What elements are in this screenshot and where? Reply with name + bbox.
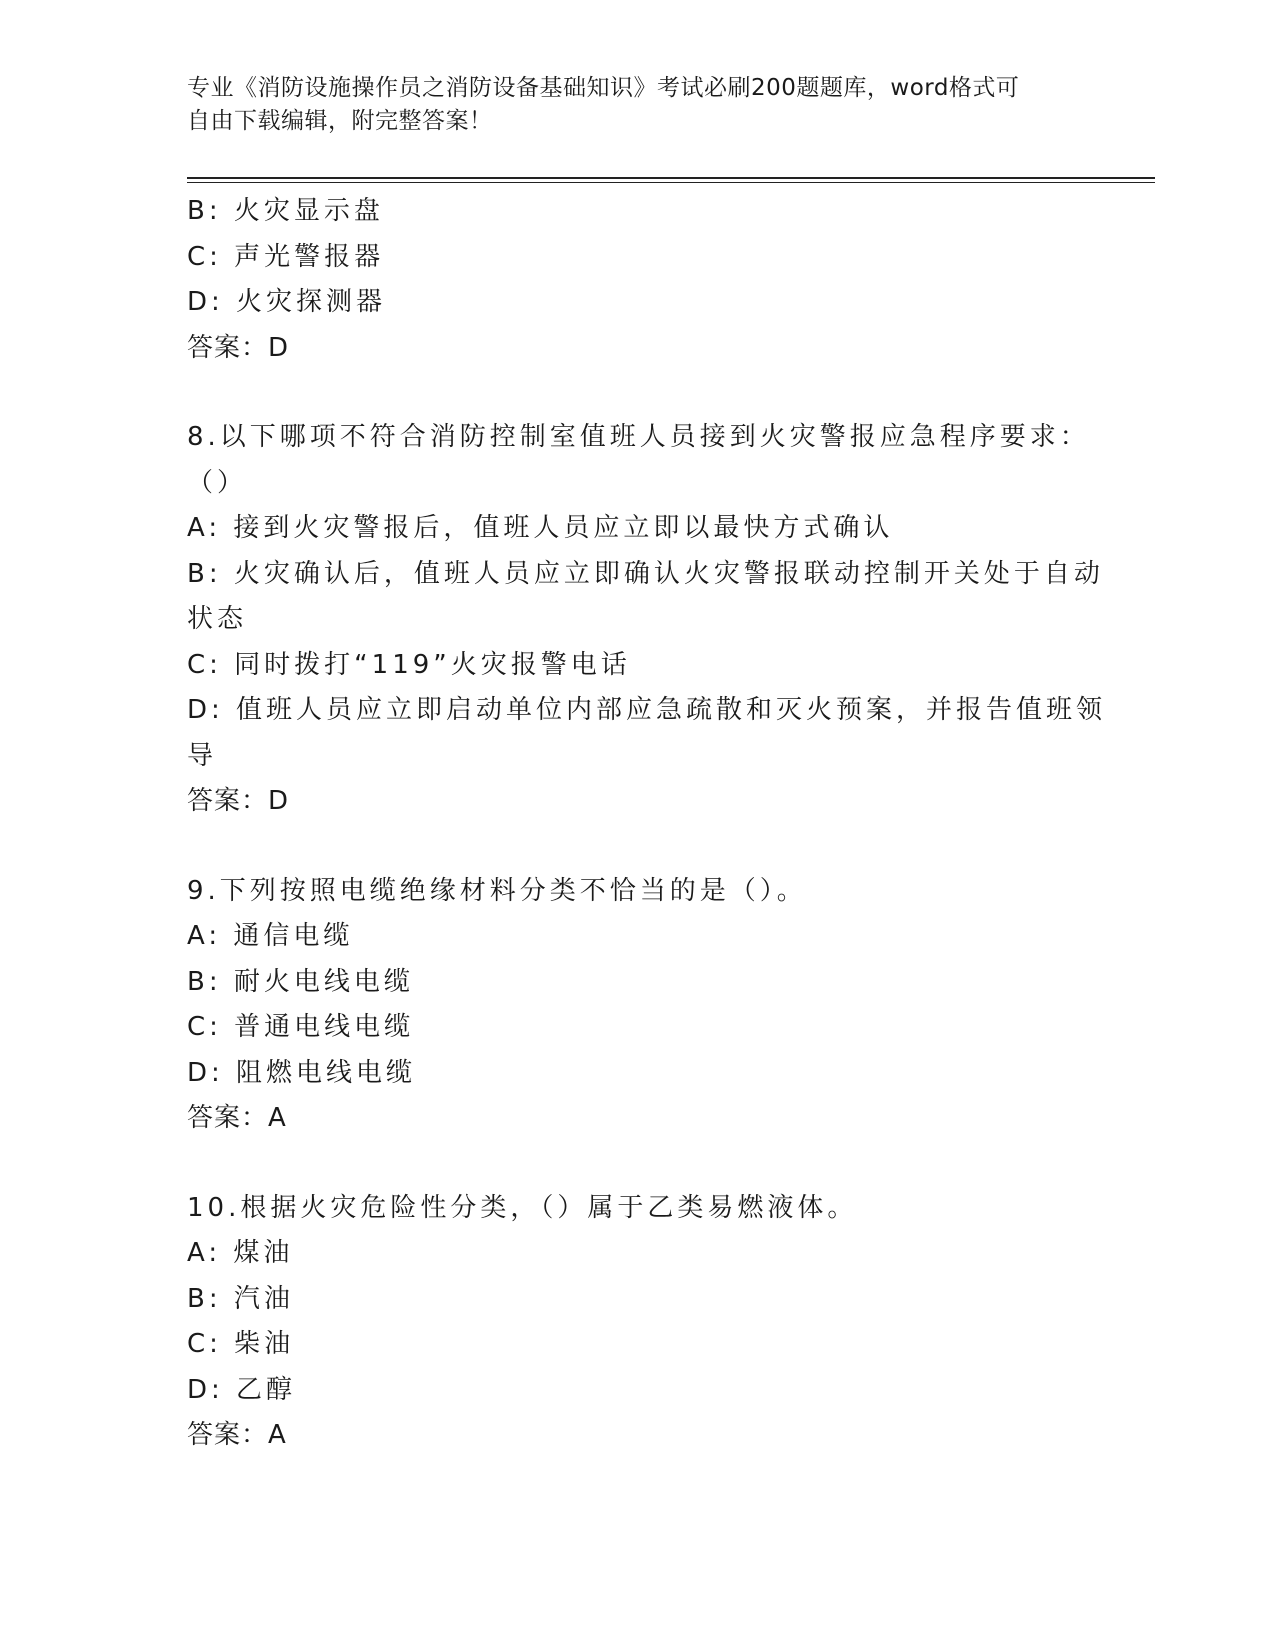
header-title-line-1: 专业《消防设施操作员之消防设备基础知识》考试必刷200题题库，word格式可 xyxy=(187,75,1020,101)
answer-line: 答案：D xyxy=(187,332,290,363)
spacer xyxy=(187,371,1087,415)
prev-question-block xyxy=(187,189,1087,371)
option-b-continued: 状态 xyxy=(187,604,248,634)
option-d: D: 值班人员应立即启动单位内部应急疏散和灭火预案，并报告值班领 xyxy=(187,695,1107,725)
option-d: D: 乙醇 xyxy=(187,1374,297,1405)
option-d: D: 火灾探测器 xyxy=(187,287,387,317)
option-b: B: 火灾显示盘 xyxy=(187,196,384,226)
option-a: A: 接到火灾警报后，值班人员应立即以最快方式确认 xyxy=(187,513,894,543)
option-c: C: 同时拨打“119”火灾报警电话 xyxy=(187,649,631,680)
answer-line: 答案：D xyxy=(187,786,290,816)
option-c: C: 普通电线电缆 xyxy=(187,1012,415,1042)
document-header xyxy=(187,72,1087,138)
option-d: D: 阻燃电线电缆 xyxy=(187,1057,417,1088)
answer-line: 答案：A xyxy=(187,1420,287,1450)
option-b: B: 火灾确认后，值班人员应立即确认火灾警报联动控制开关处于自动 xyxy=(187,558,1104,589)
spacer xyxy=(187,1142,1087,1186)
option-a: A: 通信电缆 xyxy=(187,921,354,951)
question-text-continued: （） xyxy=(187,467,248,498)
spacer xyxy=(187,825,1087,869)
question-9 xyxy=(187,869,1087,1142)
option-b: B: 耐火电线电缆 xyxy=(187,966,414,997)
question-content xyxy=(187,189,1107,1459)
header-divider-thick xyxy=(187,177,1155,179)
question-10 xyxy=(187,1186,1087,1459)
option-b: B: 汽油 xyxy=(187,1283,294,1314)
answer-line: 答案：A xyxy=(187,1103,287,1133)
question-text: 9.下列按照电缆绝缘材料分类不恰当的是（）。 xyxy=(187,875,807,906)
question-8 xyxy=(187,415,1107,825)
option-c: C: 柴油 xyxy=(187,1329,295,1359)
option-d-continued: 导 xyxy=(187,740,218,771)
header-divider-thin xyxy=(187,182,1155,183)
question-text: 10.根据火灾危险性分类，（）属于乙类易燃液体。 xyxy=(187,1192,858,1223)
option-c: C: 声光警报器 xyxy=(187,241,385,272)
header-title-line-2: 自由下载编辑，附完整答案！ xyxy=(187,108,493,134)
option-a: A: 煤油 xyxy=(187,1238,294,1268)
question-text: 8.以下哪项不符合消防控制室值班人员接到火灾警报应急程序要求： xyxy=(187,422,1090,452)
